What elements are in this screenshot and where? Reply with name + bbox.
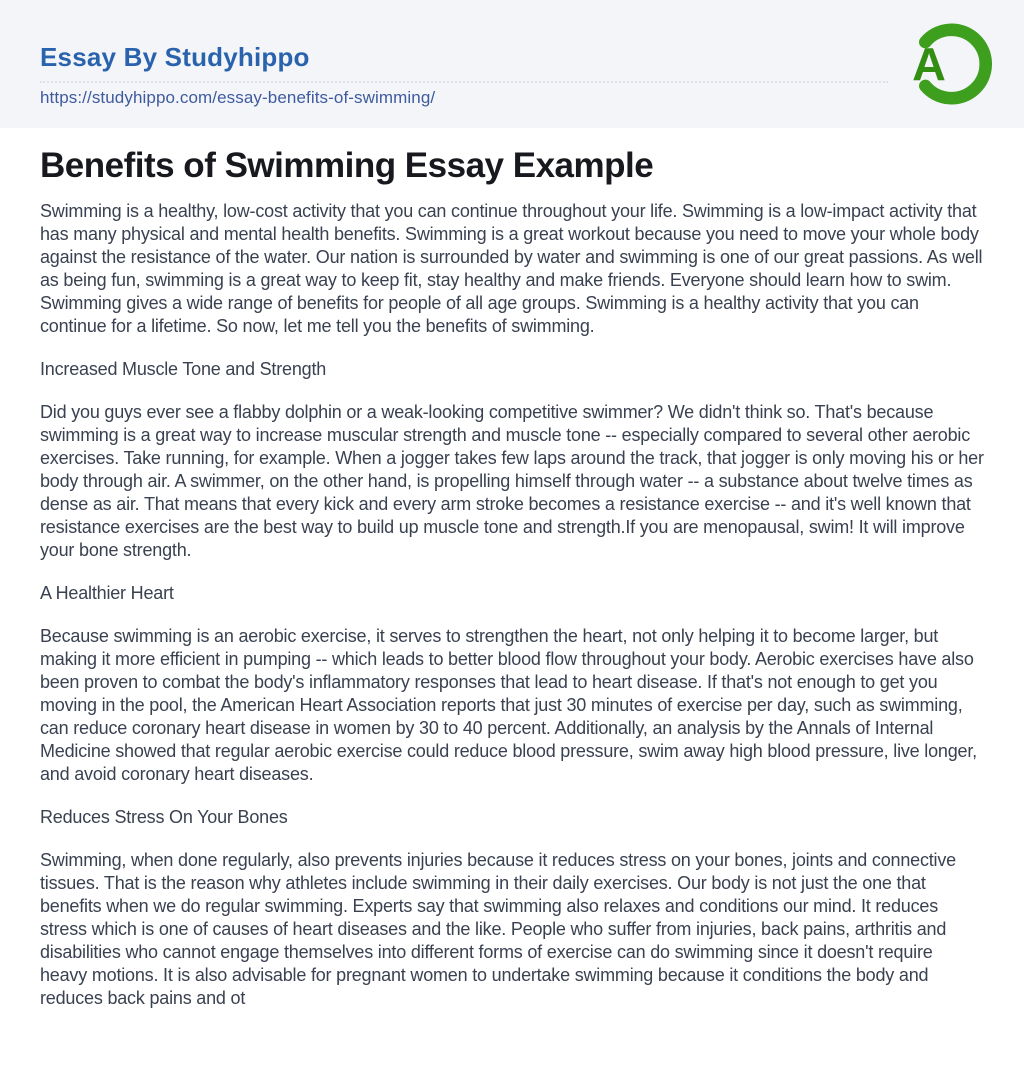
studyhippo-logo-icon <box>902 19 992 109</box>
essay-paragraph: Did you guys ever see a flabby dolphin or a weak-looking competitive swimmer? We didn't think so. That's because swimming is a great way to increase muscular strength and muscle tone -- especially compared to several other aerobic exercises. Take running, for example. When a jogger takes few laps around the track, that jogger is only moving his or her body through air. A swimmer, on the other hand, is propelling himself through water -- a substance about twelve times as dense as air. That means that every kick and every arm stroke becomes a resistance exercise -- and it's well known that resistance exercises are the best way to build up muscle tone and strength.If you are menopausal, swim! It will improve your bone strength. <box>40 402 984 560</box>
essay-paragraph: Swimming, when done regularly, also prevents injuries because it reduces stress on your bones, joints and connective tissues. That is the reason why athletes include swimming in their daily exercises. Our body is not just the one that benefits when we do regular swimming. Experts say that swimming also relaxes and conditions our mind. It reduces stress which is one of causes of heart diseases and the like. People who suffer from injuries, back pains, arthritis and disabilities who cannot engage themselves into different forms of exercise can do swimming since it doesn't require heavy motions. It is also advisable for pregnant women to undertake swimming because it conditions the body and reduces back pains and ot <box>40 850 956 1008</box>
essay-paragraph: Because swimming is an aerobic exercise, it serves to strengthen the heart, not only helping it to become larger, but making it more efficient in pumping -- which leads to better blood flow throughout your body. Aerobic exercises have also been proven to combat the body's inflammatory responses that lead to heart disease. If that's not enough to get you moving in the pool, the American Heart Association reports that just 30 minutes of exercise per day, such as swimming, can reduce coronary heart disease in women by 30 to 40 percent. Additionally, an analysis by the Annals of Internal Medicine showed that regular aerobic exercise could reduce blood pressure, swim away high blood pressure, live longer, and avoid coronary heart diseases. <box>40 626 977 784</box>
essay-content <box>0 128 1024 1010</box>
dotted-divider <box>40 81 888 83</box>
studyhippo-logo <box>902 19 992 109</box>
section-heading: A Healthier Heart <box>40 583 174 603</box>
essay-title: Benefits of Swimming Essay Example <box>40 146 654 185</box>
logo-letter: A <box>912 38 946 91</box>
section-heading: Increased Muscle Tone and Strength <box>40 359 327 379</box>
pdf-header <box>0 0 1024 128</box>
source-url-link[interactable]: https://studyhippo.com/essay-benefits-of-swimming/ <box>40 88 436 107</box>
essay-paragraph: Swimming is a healthy, low-cost activity that you can continue throughout your life. Swimming is a low-impact activity that has many physical and mental health benefits. Swimming is a great workout because you need to move your whole body against the resistance of the water. Our nation is surrounded by water and swimming is one of our great passions. As well as being fun, swimming is a great way to keep fit, stay healthy and make friends. Everyone should learn how to swim. Swimming gives a wide range of benefits for people of all age groups. Swimming is a healthy activity that you can continue for a lifetime. So now, let me tell you the benefits of swimming. <box>40 201 983 336</box>
brand-title: Essay By Studyhippo <box>40 42 310 72</box>
section-heading: Reduces Stress On Your Bones <box>40 807 288 827</box>
essay-blocks <box>40 200 984 1010</box>
